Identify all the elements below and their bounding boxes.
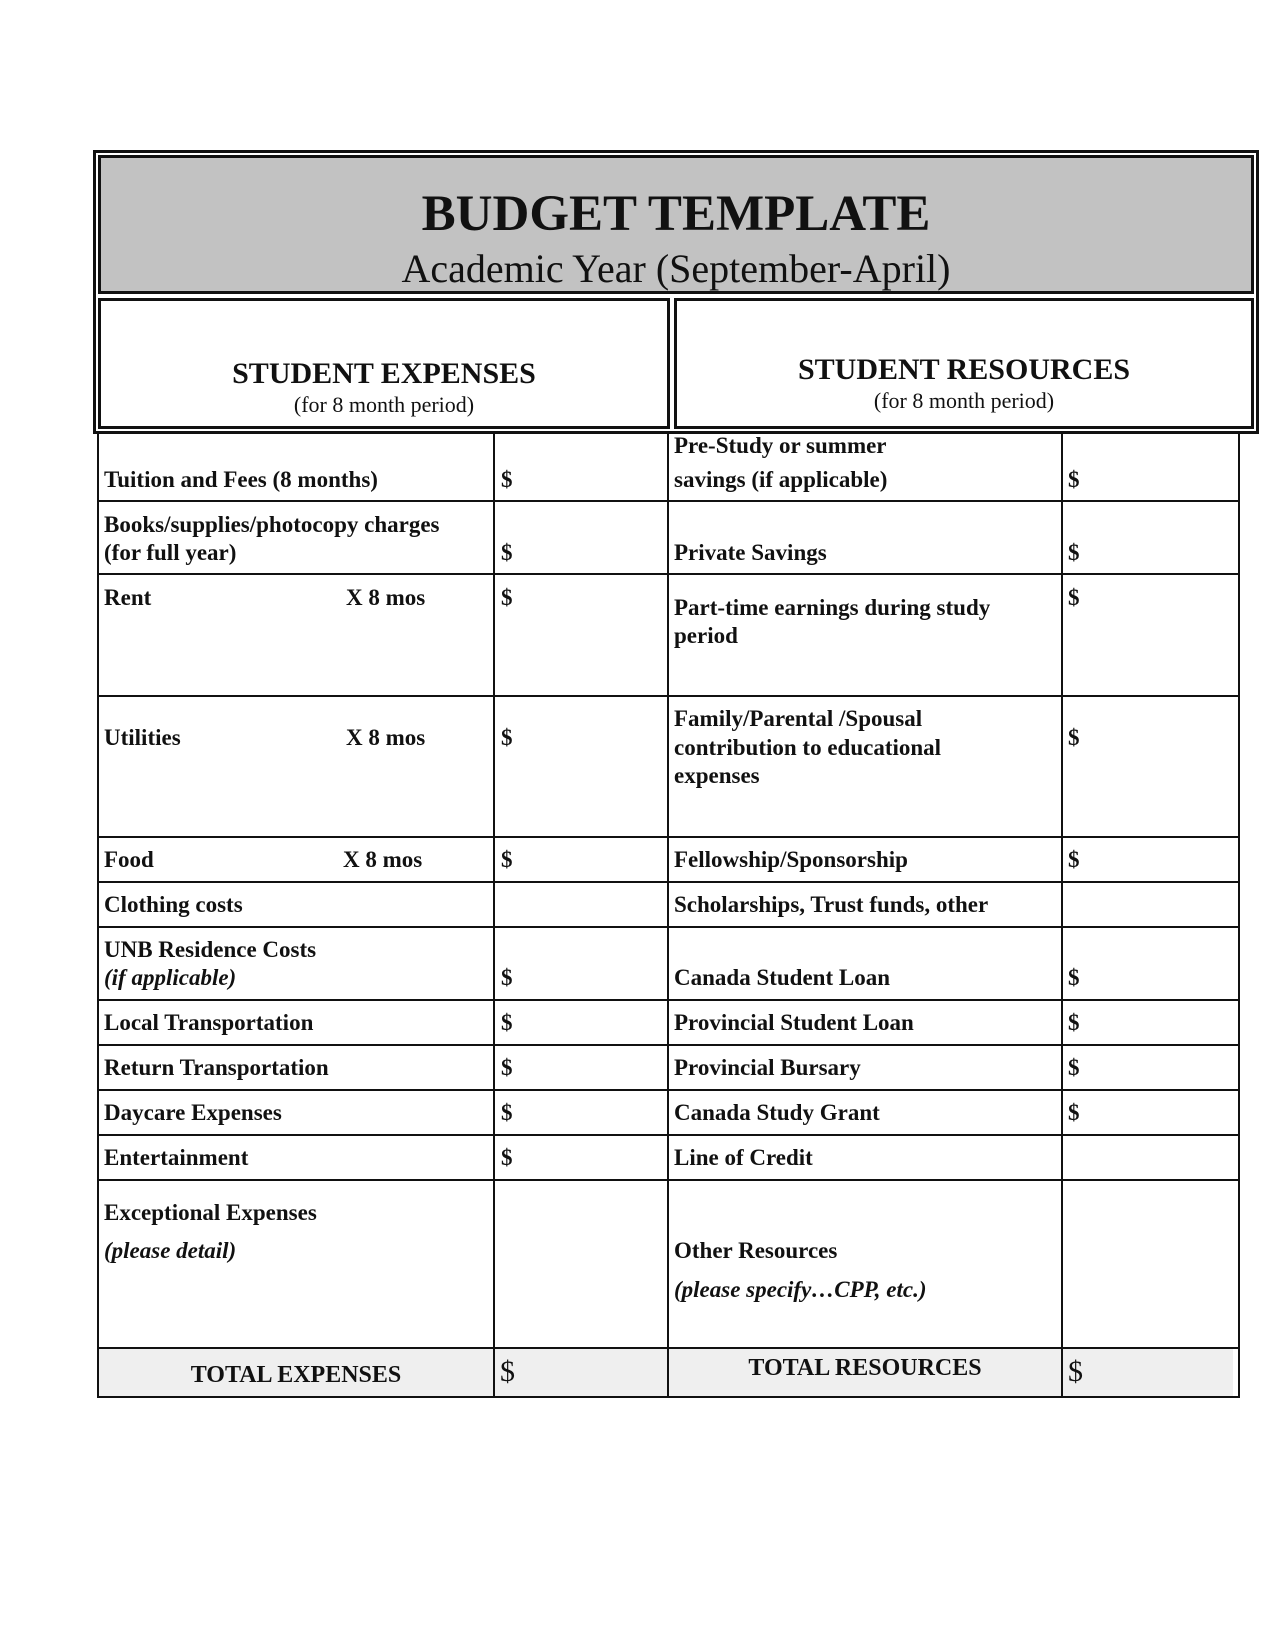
grid-hline-bottom	[97, 1396, 1240, 1398]
total-resources-label: TOTAL RESOURCES	[748, 1355, 982, 1381]
grid-hline	[97, 1134, 1240, 1136]
expense-rent-label: Rent	[104, 585, 152, 610]
grid-vline-left	[97, 433, 99, 1398]
page-subtitle: Academic Year (September-April)	[401, 246, 951, 291]
expense-utilities-label: Utilities	[104, 725, 181, 750]
resources-heading: STUDENT RESOURCES	[797, 353, 1131, 386]
total-expenses-label: TOTAL EXPENSES	[190, 1362, 402, 1388]
resources-period: (for 8 month period)	[873, 388, 1055, 413]
grid-hline	[97, 500, 1240, 502]
expense-residence-amount[interactable]: $	[501, 965, 513, 990]
grid-vline-middle	[667, 433, 669, 1398]
grid-hline	[97, 999, 1240, 1001]
grid-hline	[97, 926, 1240, 928]
grid-vline-resource-amount	[1061, 433, 1063, 1398]
total-resources-amount[interactable]: $	[1068, 1355, 1083, 1388]
expenses-heading: STUDENT EXPENSES	[232, 357, 536, 390]
resource-family-amount[interactable]: $	[1068, 725, 1080, 750]
expense-daycare-label: Daycare Expenses	[104, 1100, 282, 1125]
resource-prestudy-label-2: savings (if applicable)	[674, 467, 888, 492]
expense-books-label-note: (for full year)	[104, 540, 237, 565]
resource-provincial-loan-label: Provincial Student Loan	[674, 1010, 914, 1035]
expense-exceptional-label: Exceptional Expenses	[104, 1200, 317, 1225]
resource-other-label: Other Resources	[674, 1238, 838, 1263]
expense-rent-multiplier: X 8 mos	[346, 585, 426, 610]
resource-line-of-credit-label: Line of Credit	[674, 1145, 813, 1170]
resource-canada-loan-label: Canada Student Loan	[674, 965, 891, 990]
resource-canada-grant-amount[interactable]: $	[1068, 1100, 1080, 1125]
expense-local-transport-label: Local Transportation	[104, 1010, 314, 1035]
resource-family-label: Family/Parental /Spousal	[674, 706, 923, 731]
expense-entertainment-amount[interactable]: $	[501, 1145, 513, 1170]
resources-heading-box	[674, 298, 1254, 429]
expense-utilities-multiplier: X 8 mos	[346, 725, 426, 750]
resource-provincial-bursary-amount[interactable]: $	[1068, 1055, 1080, 1080]
expense-residence-label: UNB Residence Costs	[104, 937, 317, 962]
resource-canada-grant-label: Canada Study Grant	[674, 1100, 880, 1125]
expenses-period: (for 8 month period)	[293, 392, 475, 417]
resource-private-savings-label: Private Savings	[674, 540, 827, 565]
expense-utilities-amount[interactable]: $	[501, 725, 513, 750]
grid-hline	[97, 1044, 1240, 1046]
expense-books-label: Books/supplies/photocopy charges	[104, 512, 440, 537]
resource-prestudy-amount[interactable]: $	[1068, 467, 1080, 492]
grid-hline	[97, 1347, 1240, 1349]
resource-private-savings-amount[interactable]: $	[1068, 540, 1080, 565]
expense-food-label: Food	[104, 847, 154, 872]
expense-food-amount[interactable]: $	[501, 847, 513, 872]
resource-scholarships-label: Scholarships, Trust funds, other	[674, 892, 989, 917]
expense-clothing-label: Clothing costs	[104, 892, 243, 917]
grid-hline	[97, 695, 1240, 697]
resource-provincial-bursary-label: Provincial Bursary	[674, 1055, 861, 1080]
resource-fellowship-label: Fellowship/Sponsorship	[674, 847, 908, 872]
grid-hline	[97, 836, 1240, 838]
expense-food-multiplier: X 8 mos	[343, 847, 423, 872]
grid-hline	[97, 881, 1240, 883]
total-expenses-amount[interactable]: $	[500, 1355, 515, 1388]
expense-return-transport-label: Return Transportation	[104, 1055, 329, 1080]
expense-daycare-amount[interactable]: $	[501, 1100, 513, 1125]
resource-family-label-2: contribution to educational	[674, 735, 942, 760]
expense-residence-note: (if applicable)	[104, 965, 237, 990]
resource-provincial-loan-amount[interactable]: $	[1068, 1010, 1080, 1035]
expense-tuition-label: Tuition and Fees (8 months)	[104, 467, 378, 492]
expense-tuition-amount[interactable]: $	[501, 467, 513, 492]
resource-prestudy-label: Pre-Study or summer	[674, 433, 887, 458]
expenses-heading-box	[98, 298, 670, 429]
resource-family-label-3: expenses	[674, 763, 760, 788]
resource-parttime-label: Part-time earnings during study	[674, 595, 991, 620]
grid-vline-expense-amount	[493, 433, 495, 1398]
page-title: BUDGET TEMPLATE	[421, 186, 931, 242]
resource-canada-loan-amount[interactable]: $	[1068, 965, 1080, 990]
expense-exceptional-note: (please detail)	[104, 1238, 237, 1263]
expense-return-transport-amount[interactable]: $	[501, 1055, 513, 1080]
grid-hline	[97, 1089, 1240, 1091]
resource-other-note: (please specify…CPP, etc.)	[674, 1277, 927, 1302]
resource-parttime-label-2: period	[674, 623, 738, 648]
expense-books-amount[interactable]: $	[501, 540, 513, 565]
grid-vline-right	[1238, 433, 1240, 1398]
resource-fellowship-amount[interactable]: $	[1068, 847, 1080, 872]
expense-local-transport-amount[interactable]: $	[501, 1010, 513, 1035]
grid-hline	[97, 1179, 1240, 1181]
resource-parttime-amount[interactable]: $	[1068, 585, 1080, 610]
expense-entertainment-label: Entertainment	[104, 1145, 249, 1170]
grid-hline	[97, 573, 1240, 575]
expense-rent-amount[interactable]: $	[501, 585, 513, 610]
